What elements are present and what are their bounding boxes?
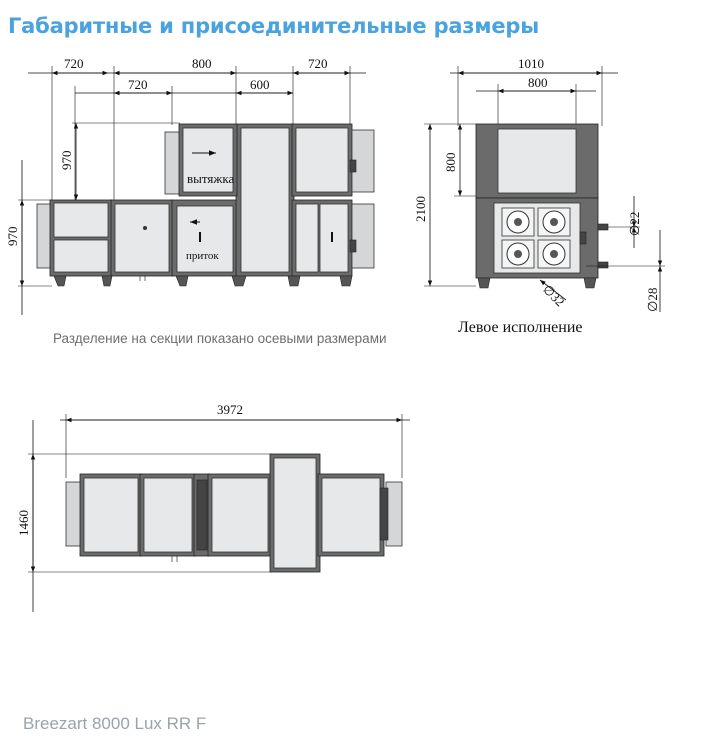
front-dim-label-600: 600 [250, 77, 270, 92]
plan-dim-label-3972: 3972 [217, 402, 243, 417]
supply-label: приток [186, 250, 219, 262]
front-dim-label-720a: 720 [64, 56, 84, 71]
side-diameter-22: ∅22 [627, 211, 642, 236]
side-diameter-28: ∅28 [645, 287, 660, 312]
plan-dim-label-1460: 1460 [16, 510, 31, 536]
front-upper-height-label: 970 [59, 150, 74, 170]
side-view [413, 56, 665, 312]
sections-note: Разделение на секции показано осевыми размерами [53, 331, 387, 346]
plan-view [16, 402, 410, 612]
front-dim-label-720b: 720 [128, 77, 148, 92]
page-title: Габаритные и присоединительные размеры [8, 14, 540, 38]
side-height-label: 2100 [413, 196, 428, 222]
front-dim-label-800: 800 [192, 56, 212, 71]
side-diameter-32: ∅32 [539, 281, 568, 310]
front-view [5, 56, 374, 315]
side-upper-height-label: 800 [443, 152, 458, 172]
front-height-label: 970 [5, 226, 20, 246]
front-dim-label-720c: 720 [308, 56, 328, 71]
side-dim-label-800: 800 [528, 75, 548, 90]
model-name: Breezart 8000 Lux RR F [23, 714, 207, 733]
side-dim-label-1010: 1010 [518, 56, 544, 71]
variant-label: Левое исполнение [458, 319, 583, 336]
exhaust-label: вытяжка [187, 171, 235, 186]
